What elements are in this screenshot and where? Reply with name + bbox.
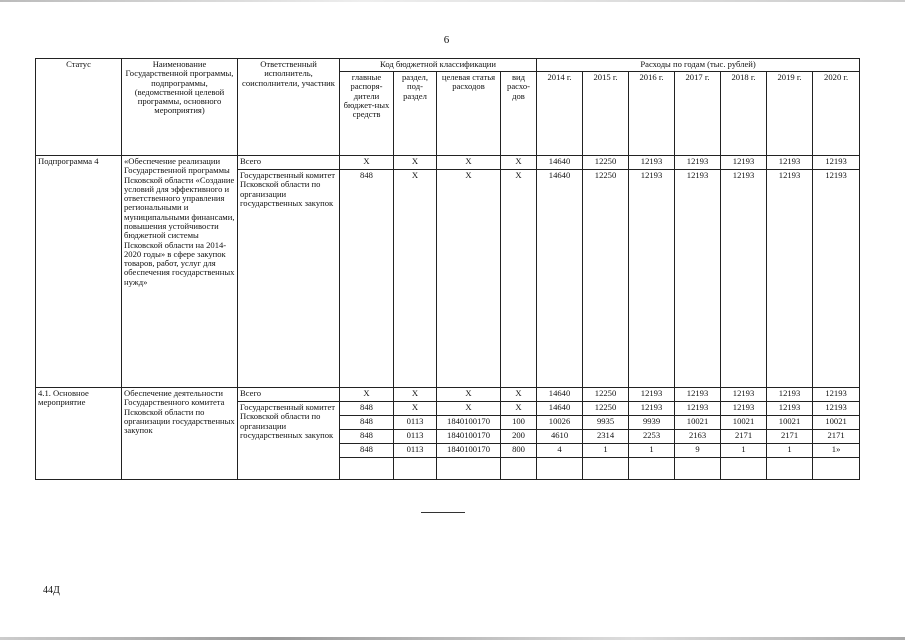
cell-value: 12193 bbox=[675, 156, 721, 170]
cell-value: 1 bbox=[767, 444, 813, 458]
cell-value bbox=[675, 458, 721, 480]
cell-target: 1840100170 bbox=[437, 430, 501, 444]
cell-value: 2314 bbox=[583, 430, 629, 444]
table-row bbox=[36, 156, 860, 170]
cell-value: 12193 bbox=[629, 156, 675, 170]
row-executor: Всего bbox=[238, 388, 340, 402]
cell-value bbox=[629, 458, 675, 480]
cell-section: X bbox=[394, 170, 437, 388]
header-year: 2014 г. bbox=[537, 72, 583, 156]
header-section: раздел, под-раздел bbox=[394, 72, 437, 156]
cell-value bbox=[583, 458, 629, 480]
cell-value: 2171 bbox=[767, 430, 813, 444]
cell-value: 1 bbox=[721, 444, 767, 458]
cell-value: 12250 bbox=[583, 156, 629, 170]
cell-section: 0113 bbox=[394, 444, 437, 458]
cell-type: 200 bbox=[501, 430, 537, 444]
header-type: вид расхо-дов bbox=[501, 72, 537, 156]
cell-value: 14640 bbox=[537, 170, 583, 388]
cell-value: 12193 bbox=[813, 170, 860, 388]
header-year: 2015 г. bbox=[583, 72, 629, 156]
cell-section: X bbox=[394, 388, 437, 402]
cell-section: X bbox=[394, 402, 437, 416]
cell-value: 12193 bbox=[675, 170, 721, 388]
cell-value: 12193 bbox=[675, 388, 721, 402]
cell-value: 12193 bbox=[813, 156, 860, 170]
cell-grbs: 848 bbox=[340, 416, 394, 430]
cell-target: 1840100170 bbox=[437, 444, 501, 458]
footer-code: 44Д bbox=[43, 585, 60, 596]
cell-section: 0113 bbox=[394, 430, 437, 444]
cell-value: 14640 bbox=[537, 388, 583, 402]
cell-value: 12250 bbox=[583, 170, 629, 388]
cell-value: 1» bbox=[813, 444, 860, 458]
cell-value: 10021 bbox=[767, 416, 813, 430]
cell-value: 12193 bbox=[767, 156, 813, 170]
cell-value: 12193 bbox=[813, 388, 860, 402]
header-year: 2017 г. bbox=[675, 72, 721, 156]
cell-grbs: 848 bbox=[340, 170, 394, 388]
header-year: 2018 г. bbox=[721, 72, 767, 156]
cell-type: 800 bbox=[501, 444, 537, 458]
cell-type: X bbox=[501, 402, 537, 416]
header-year: 2019 г. bbox=[767, 72, 813, 156]
table-row bbox=[36, 388, 860, 402]
cell-value: 12250 bbox=[583, 388, 629, 402]
cell-value: 12193 bbox=[629, 388, 675, 402]
row-status: Подпрограмма 4 bbox=[36, 156, 122, 388]
cell-value: 12250 bbox=[583, 402, 629, 416]
cell-value: 9939 bbox=[629, 416, 675, 430]
cell-type: X bbox=[501, 170, 537, 388]
cell-target bbox=[437, 458, 501, 480]
header-grbs: главные распоря-дители бюджет-ных средств bbox=[340, 72, 394, 156]
cell-value: 1 bbox=[583, 444, 629, 458]
cell-value: 12193 bbox=[721, 402, 767, 416]
cell-value: 12193 bbox=[675, 402, 721, 416]
cell-target: X bbox=[437, 402, 501, 416]
cell-target: X bbox=[437, 170, 501, 388]
cell-value: 10021 bbox=[813, 416, 860, 430]
cell-type bbox=[501, 458, 537, 480]
header-expenses: Расходы по годам (тыс. рублей) bbox=[537, 59, 860, 72]
cell-value: 2253 bbox=[629, 430, 675, 444]
cell-value: 12193 bbox=[767, 402, 813, 416]
header-year: 2016 г. bbox=[629, 72, 675, 156]
row-executor: Государственный комитет Псковской области по организации государственных закупок bbox=[238, 170, 340, 388]
cell-type: 100 bbox=[501, 416, 537, 430]
cell-target: X bbox=[437, 388, 501, 402]
cell-value: 9 bbox=[675, 444, 721, 458]
header-year: 2020 г. bbox=[813, 72, 860, 156]
cell-section bbox=[394, 458, 437, 480]
cell-value: 12193 bbox=[767, 388, 813, 402]
cell-value: 12193 bbox=[813, 402, 860, 416]
cell-type: X bbox=[501, 388, 537, 402]
cell-value: 12193 bbox=[721, 170, 767, 388]
page-number: 6 bbox=[443, 34, 450, 46]
cell-value: 14640 bbox=[537, 402, 583, 416]
cell-value: 12193 bbox=[629, 402, 675, 416]
cell-section: X bbox=[394, 156, 437, 170]
scan-edge-top bbox=[0, 0, 905, 2]
cell-value: 2171 bbox=[721, 430, 767, 444]
cell-value: 10026 bbox=[537, 416, 583, 430]
cell-value: 12193 bbox=[629, 170, 675, 388]
cell-value: 4610 bbox=[537, 430, 583, 444]
cell-value bbox=[813, 458, 860, 480]
cell-value: 2163 bbox=[675, 430, 721, 444]
cell-grbs: 848 bbox=[340, 444, 394, 458]
cell-target: X bbox=[437, 156, 501, 170]
cell-value: 10021 bbox=[675, 416, 721, 430]
budget-table bbox=[35, 58, 860, 480]
row-name: Обеспечение деятельности Государственного комитета Псковской области по организации государственных закупок bbox=[122, 388, 238, 480]
header-name: Наименование Государственной программы, подпрограммы, (ведомственной целевой программы, основного мероприятия) bbox=[122, 59, 238, 156]
cell-grbs: 848 bbox=[340, 402, 394, 416]
cell-value: 9935 bbox=[583, 416, 629, 430]
cell-type: X bbox=[501, 156, 537, 170]
row-name: «Обеспечение реализации Государственной программы Псковской области «Создание условий для эффективного и ответственного управления региональными и муниципальными финансами, повышения устойчивости бюджетной системы Псковской области на 2014-2020 годы» в сфере закупок товаров, работ, услуг для обеспечения государственных нужд» bbox=[122, 156, 238, 388]
row-executor: Государственный комитет Псковской области по организации государственных закупок bbox=[238, 402, 340, 480]
row-status: 4.1. Основное мероприятие bbox=[36, 388, 122, 480]
cell-grbs bbox=[340, 458, 394, 480]
cell-value bbox=[721, 458, 767, 480]
cell-grbs: X bbox=[340, 156, 394, 170]
cell-value: 14640 bbox=[537, 156, 583, 170]
cell-value: 4 bbox=[537, 444, 583, 458]
cell-value: 12193 bbox=[721, 388, 767, 402]
header-budget-code: Код бюджетной классификации bbox=[340, 59, 537, 72]
header-executor: Ответственный исполнитель, соисполнители, участник bbox=[238, 59, 340, 156]
cell-grbs: 848 bbox=[340, 430, 394, 444]
cell-section: 0113 bbox=[394, 416, 437, 430]
header-status: Статус bbox=[36, 59, 122, 156]
row-executor: Всего bbox=[238, 156, 340, 170]
cell-value: 12193 bbox=[721, 156, 767, 170]
cell-value: 2171 bbox=[813, 430, 860, 444]
cell-value: 12193 bbox=[767, 170, 813, 388]
cell-value bbox=[767, 458, 813, 480]
cell-grbs: X bbox=[340, 388, 394, 402]
header-target: целевая статья расходов bbox=[437, 72, 501, 156]
cell-value: 1 bbox=[629, 444, 675, 458]
divider-line bbox=[421, 512, 465, 513]
cell-value bbox=[537, 458, 583, 480]
cell-value: 10021 bbox=[721, 416, 767, 430]
cell-target: 1840100170 bbox=[437, 416, 501, 430]
